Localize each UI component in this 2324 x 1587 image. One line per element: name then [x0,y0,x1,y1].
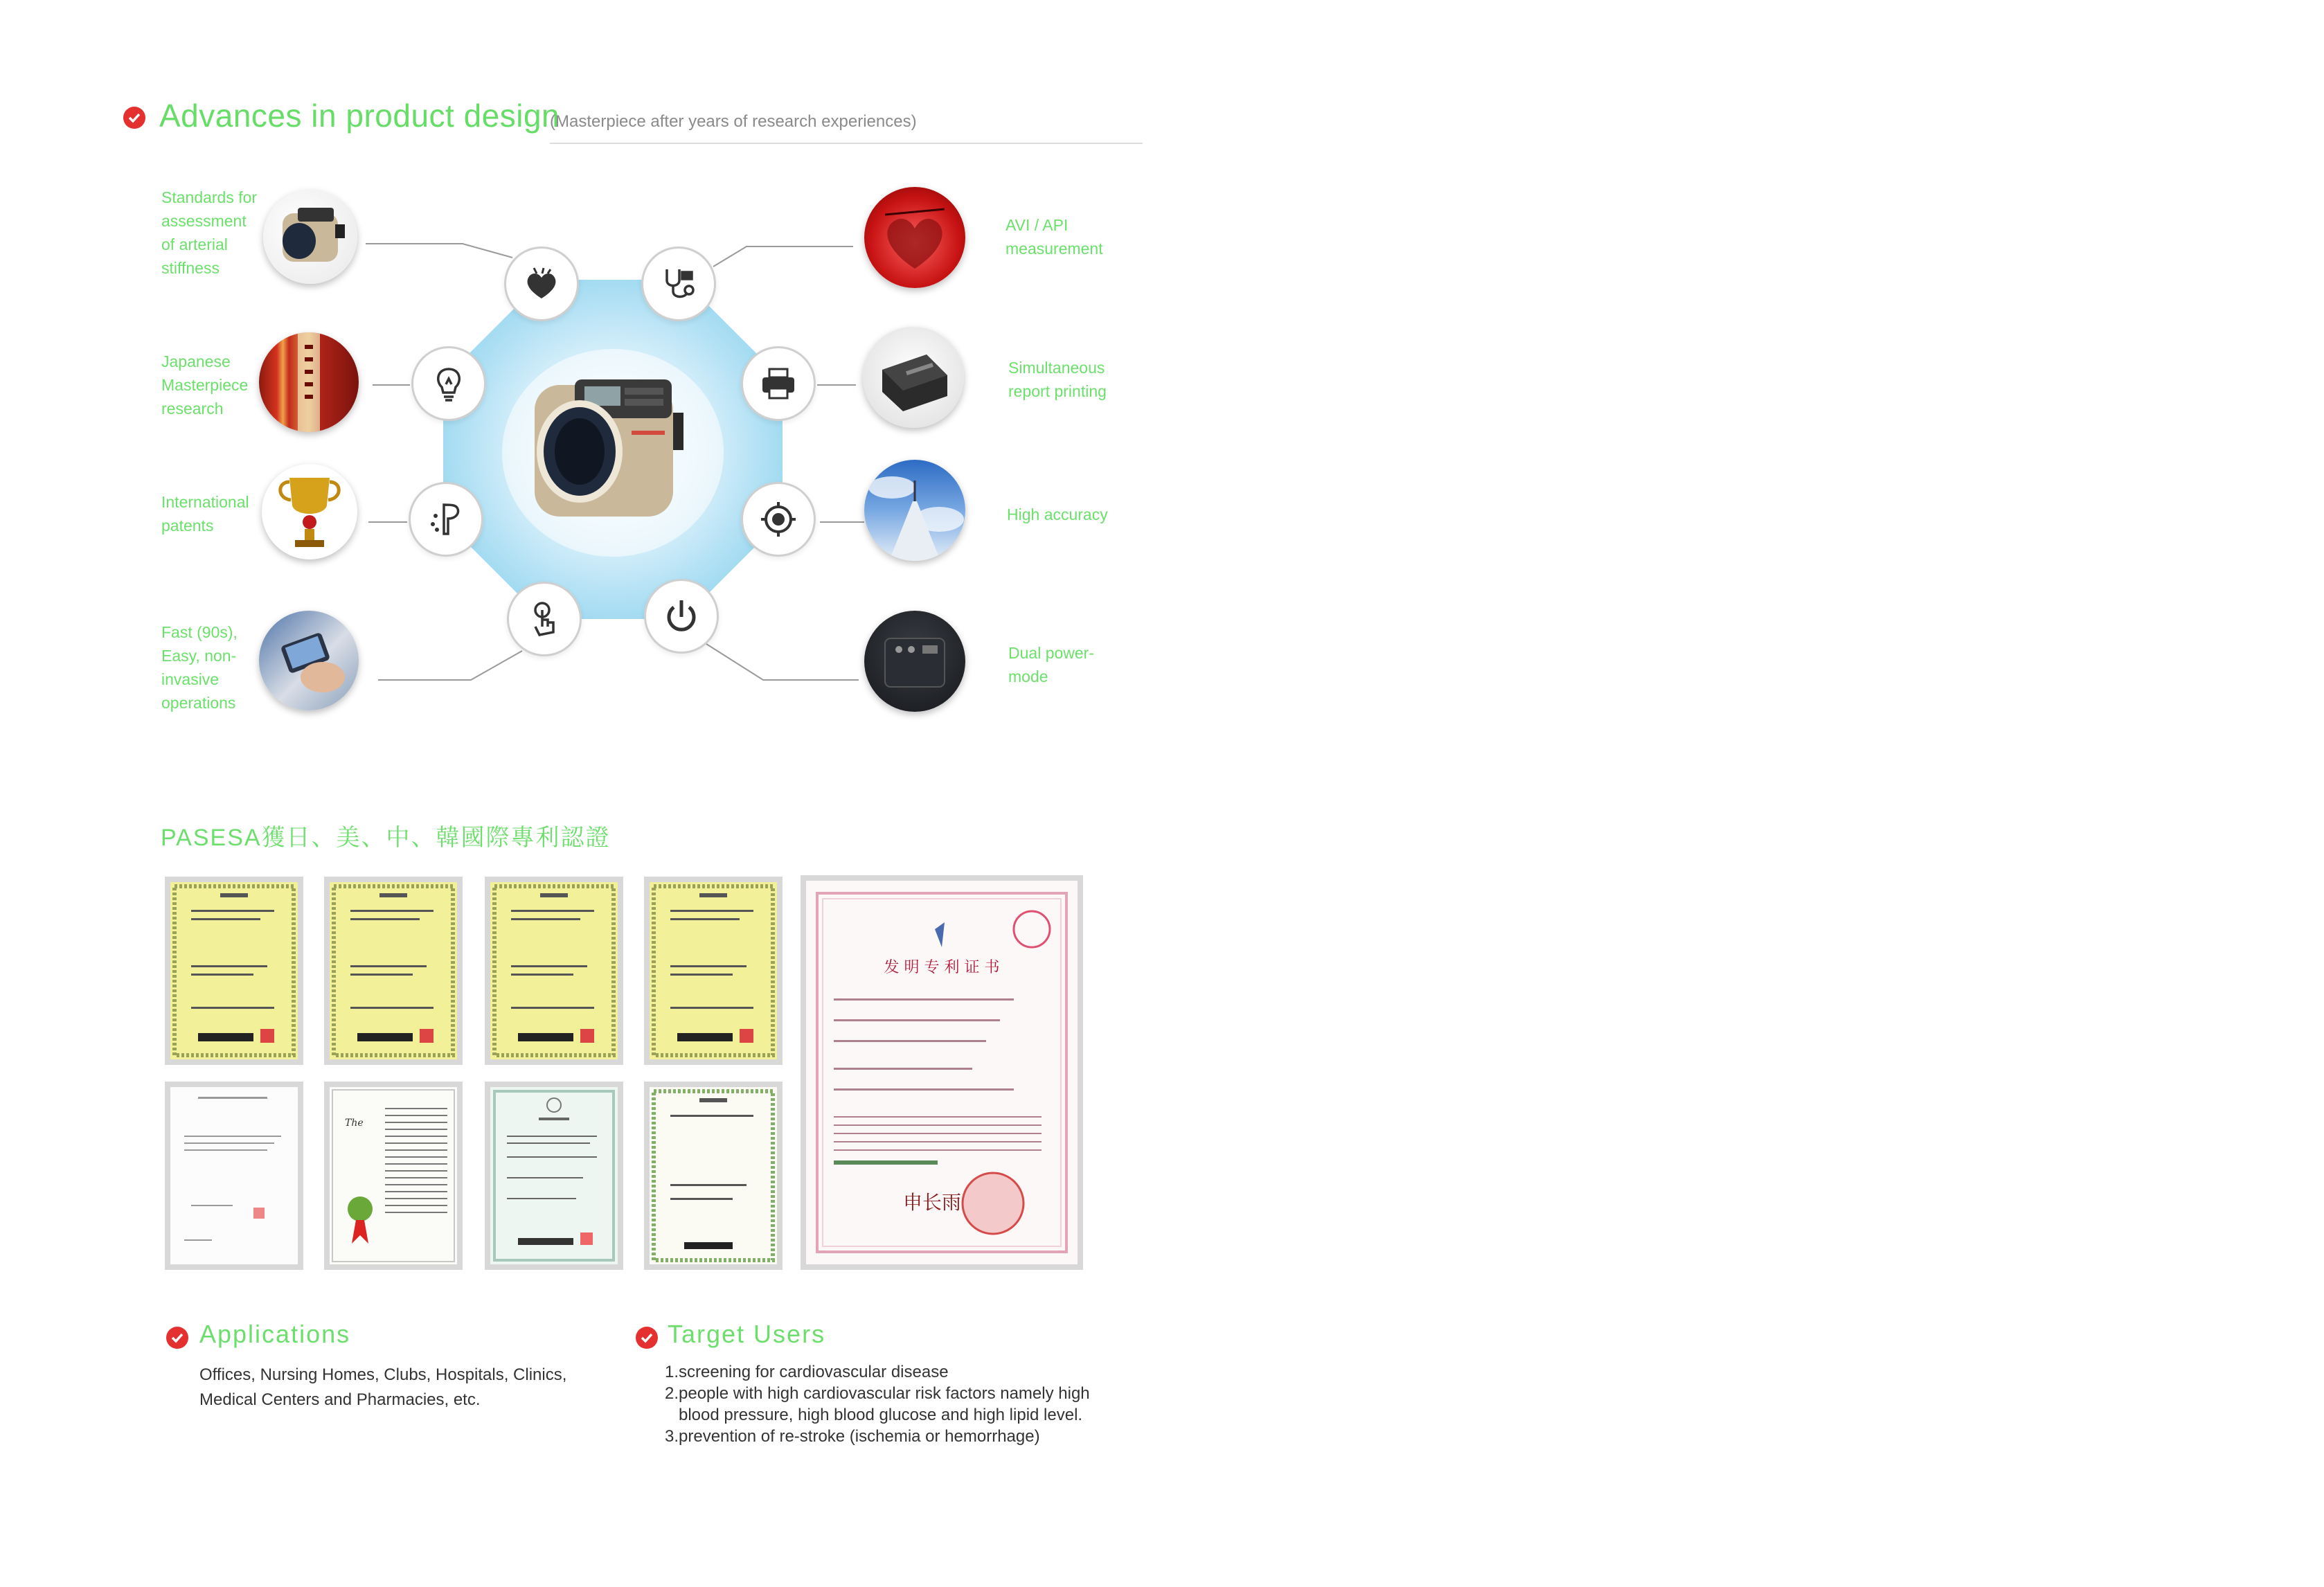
temple-photo [259,332,359,432]
applications-title: Applications [199,1320,351,1348]
printer-icon [741,346,816,421]
applications-text: Offices, Nursing Homes, Clubs, Hospitals, Clinics, Medical Centers and Pharmacies, etc. [199,1365,567,1409]
target-users-check-icon [636,1327,658,1349]
feature-label-dual-power: Dual power- mode [1008,644,1094,685]
certificate-japan-4 [644,877,783,1065]
feature-label-arterial-stiffness: Standards for assessment of arterial stiffness [161,188,258,277]
certificate-usa [324,1082,463,1270]
power-device-photo [864,611,965,712]
heart-icon [504,246,579,321]
certificate-japan-6 [644,1082,783,1270]
certificate-japan-3 [485,877,623,1065]
lightbulb-icon [411,346,486,421]
printer-photo [863,327,964,428]
feature-label-high-accuracy: High accuracy [1007,505,1108,523]
trophy-photo [262,464,357,559]
touch-icon [507,582,582,656]
target-icon [741,482,816,557]
device-photo [263,190,357,284]
applications-check-icon [166,1327,188,1349]
svg-text:申长雨: 申长雨 [903,1191,962,1214]
certificate-china [801,875,1083,1270]
feature-label-fast-easy: Fast (90s), Easy, non- invasive operations [161,623,238,712]
device-image [521,371,704,525]
target-users-item: 2.people with high cardiovascular risk factors namely high [665,1384,1090,1403]
power-icon [644,579,719,654]
red-heart-photo [864,187,965,288]
target-users-item: 3.prevention of re-stroke (ischemia or hemorrhage) [665,1427,1040,1446]
svg-text:The: The [345,1118,364,1129]
target-users-item: blood pressure, high blood glucose and high lipid level. [665,1406,1083,1424]
sky-tower-photo [864,460,965,561]
patents-title: PASESA獲日、美、中、韓國際專利認證 [161,825,611,851]
patent-icon [409,482,483,557]
feature-label-international-patents: International patents [161,493,249,535]
certificate-japan-1 [165,877,303,1065]
section-title: Advances in product design [159,98,560,134]
svg-text:发 明 专 利 证 书: 发 明 专 利 证 书 [884,959,1000,976]
feature-label-report-printing: Simultaneous report printing [1008,359,1107,400]
feature-label-avi-api: AVI / API measurement [1005,216,1103,258]
certificate-japan-5 [165,1082,303,1270]
stethoscope-icon [641,246,716,321]
target-users-item: 1.screening for cardiovascular disease [665,1363,949,1381]
section-subtitle: (Masterpiece after years of research experiences) [550,112,917,131]
target-users-title: Target Users [668,1320,826,1348]
certificate-japan-2 [324,877,463,1065]
target-users-list [665,1361,1150,1447]
hand-phone-photo [259,611,359,710]
certificate-korea [485,1082,623,1270]
feature-label-japanese-masterpiece: Japanese Masterpiece research [161,352,249,418]
